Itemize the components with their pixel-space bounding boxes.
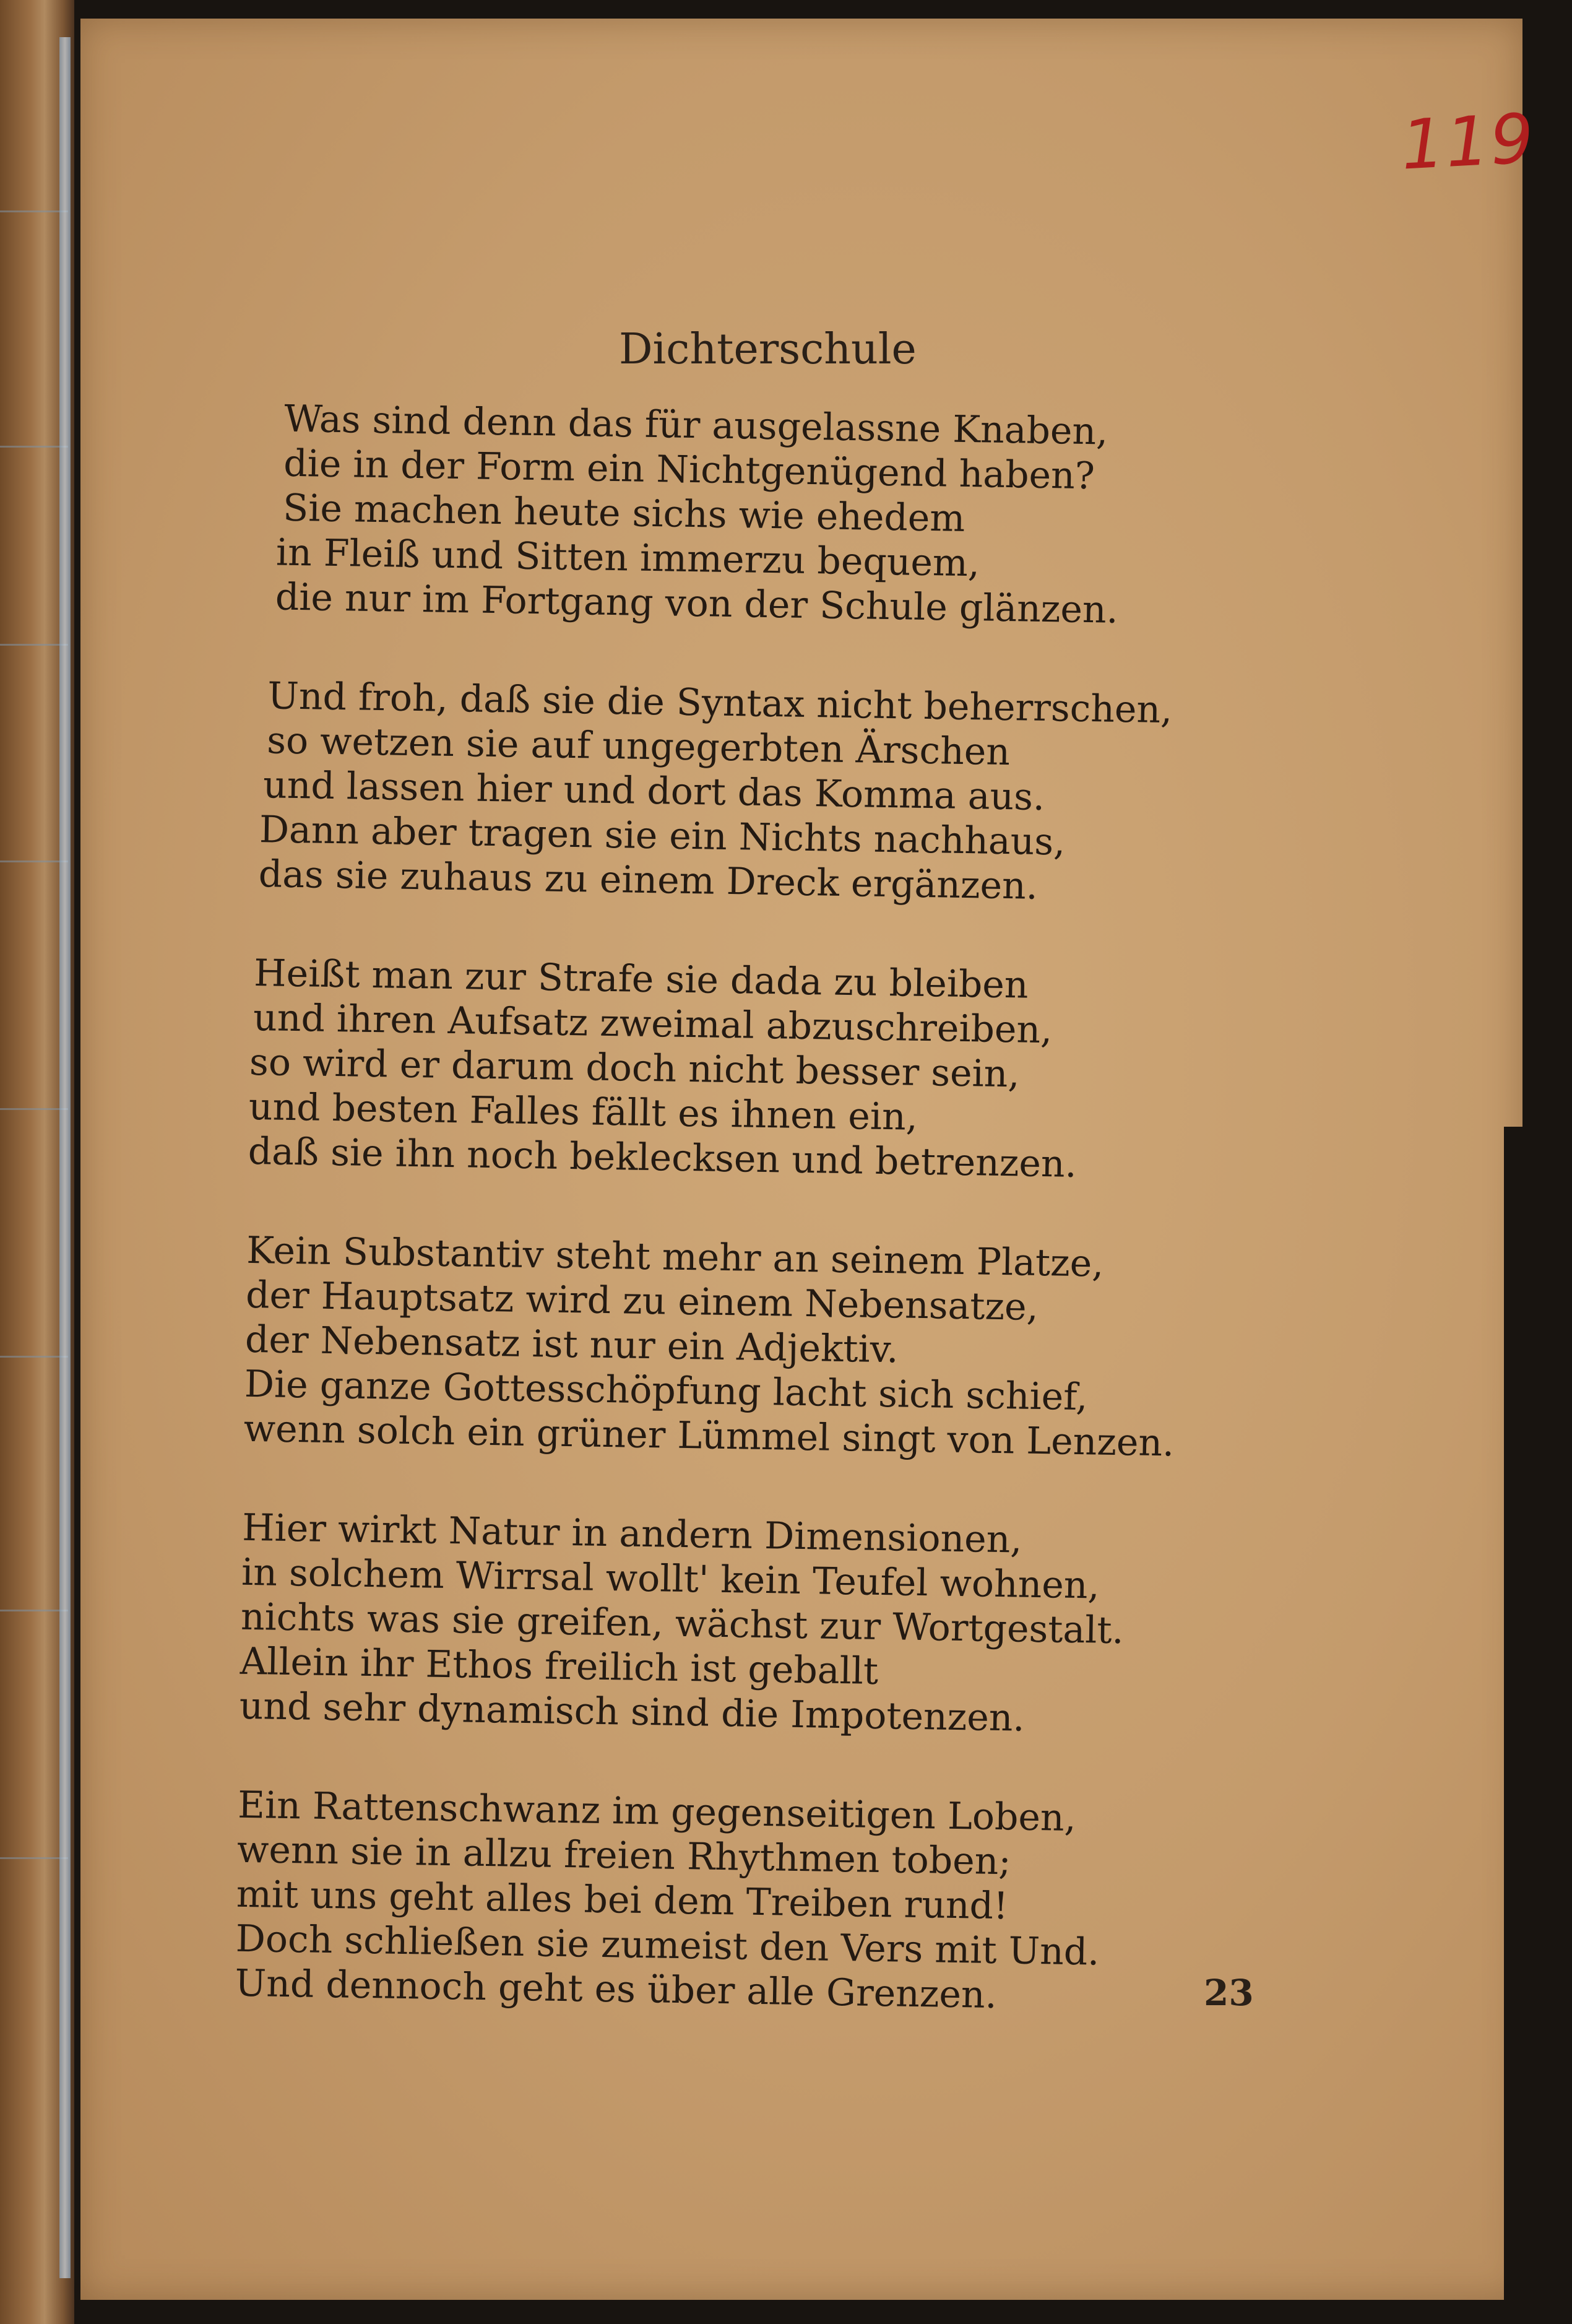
spine-rule (0, 446, 68, 448)
poem-line: Was sind denn das für ausgelassne Knaben, (283, 397, 1108, 454)
poem-line: so wetzen sie auf ungegerbten Ärschen (266, 719, 1011, 774)
page-torn-edge (1504, 1127, 1572, 2303)
book-spine (0, 0, 74, 2324)
poem-line: in Fleiß und Sitten immerzu bequem, (275, 531, 980, 586)
poem-line: Dann aber tragen sie ein Nichts nachhaus, (259, 808, 1066, 864)
poem-line: nichts was sie greifen, wächst zur Wortgestalt. (240, 1595, 1125, 1653)
spine-rule (0, 861, 68, 862)
poem-line: und sehr dynamisch sind die Impotenzen. (239, 1684, 1026, 1740)
poem-line: so wird er darum doch nicht besser sein, (249, 1040, 1021, 1096)
stanza (243, 1228, 1237, 1467)
poem-line: mit uns geht alles bei dem Treiben rund! (236, 1872, 1009, 1928)
poem-line: und besten Falles fällt es ihnen ein, (248, 1085, 918, 1139)
poem-line: der Nebensatz ist nur ein Adjektiv. (244, 1317, 899, 1372)
poem-line: Und froh, daß sie die Syntax nicht beherrschen, (267, 674, 1173, 732)
poem-line: der Hauptsatz wird zu einem Nebensatze, (245, 1273, 1039, 1329)
poem-line: daß sie ihn noch beklecksen und betrenzen. (248, 1129, 1078, 1186)
poem-line: Doch schließen sie zumeist den Vers mit Und. (235, 1917, 1100, 1974)
poem-line: und ihren Aufsatz zweimal abzuschreiben, (253, 995, 1053, 1052)
poem-line: Sie machen heute sichs wie ehedem (282, 486, 965, 540)
poem-line: Hier wirkt Natur in andern Dimensionen, (241, 1506, 1022, 1562)
printed-page-number: 23 (1204, 1972, 1254, 2014)
poem-line: Die ganze Gottesschöpfung lacht sich schief, (244, 1362, 1088, 1420)
spine-rule (0, 1857, 68, 1859)
poem-line: Allein ihr Ethos freilich ist geballt (240, 1639, 879, 1693)
spine-rule (0, 210, 68, 212)
stanza (239, 1506, 1232, 1744)
spine-edge (59, 37, 71, 2278)
poem-line: wenn solch ein grüner Lümmel singt von Lenzen. (243, 1407, 1175, 1465)
poem-body (234, 396, 1250, 2076)
stanza (248, 951, 1241, 1189)
poem-line: Und dennoch geht es über alle Grenzen. (235, 1961, 998, 2018)
poem-line: wenn sie in allzu freien Rhythmen toben; (236, 1828, 1012, 1884)
poem-line: Heißt man zur Strafe sie dada zu bleiben (253, 951, 1029, 1007)
stanza (252, 674, 1245, 912)
spine-rule (0, 1356, 68, 1358)
stanza (256, 396, 1250, 635)
poem-line: in solchem Wirrsal wollt' kein Teufel wohnen, (241, 1550, 1100, 1608)
spine-rule (0, 1108, 68, 1110)
spine-rule (0, 1610, 68, 1611)
poem-line: die nur im Fortgang von der Schule glänzen. (275, 575, 1119, 632)
poem-title: Dichterschule (619, 325, 917, 374)
poem-line: Ein Rattenschwanz im gegenseitigen Loben, (237, 1783, 1077, 1840)
poem-line: Kein Substantiv steht mehr an seinem Platze, (246, 1228, 1104, 1286)
spine-rule (0, 644, 68, 646)
poem-line: und lassen hier und dort das Komma aus. (262, 763, 1045, 819)
poem-line: die in der Form ein Nichtgenügend haben? (283, 441, 1095, 498)
poem-line: das sie zuhaus zu einem Dreck ergänzen. (258, 852, 1039, 908)
stanza (235, 1783, 1228, 2021)
handwritten-folio-number: 119 (1399, 98, 1537, 185)
